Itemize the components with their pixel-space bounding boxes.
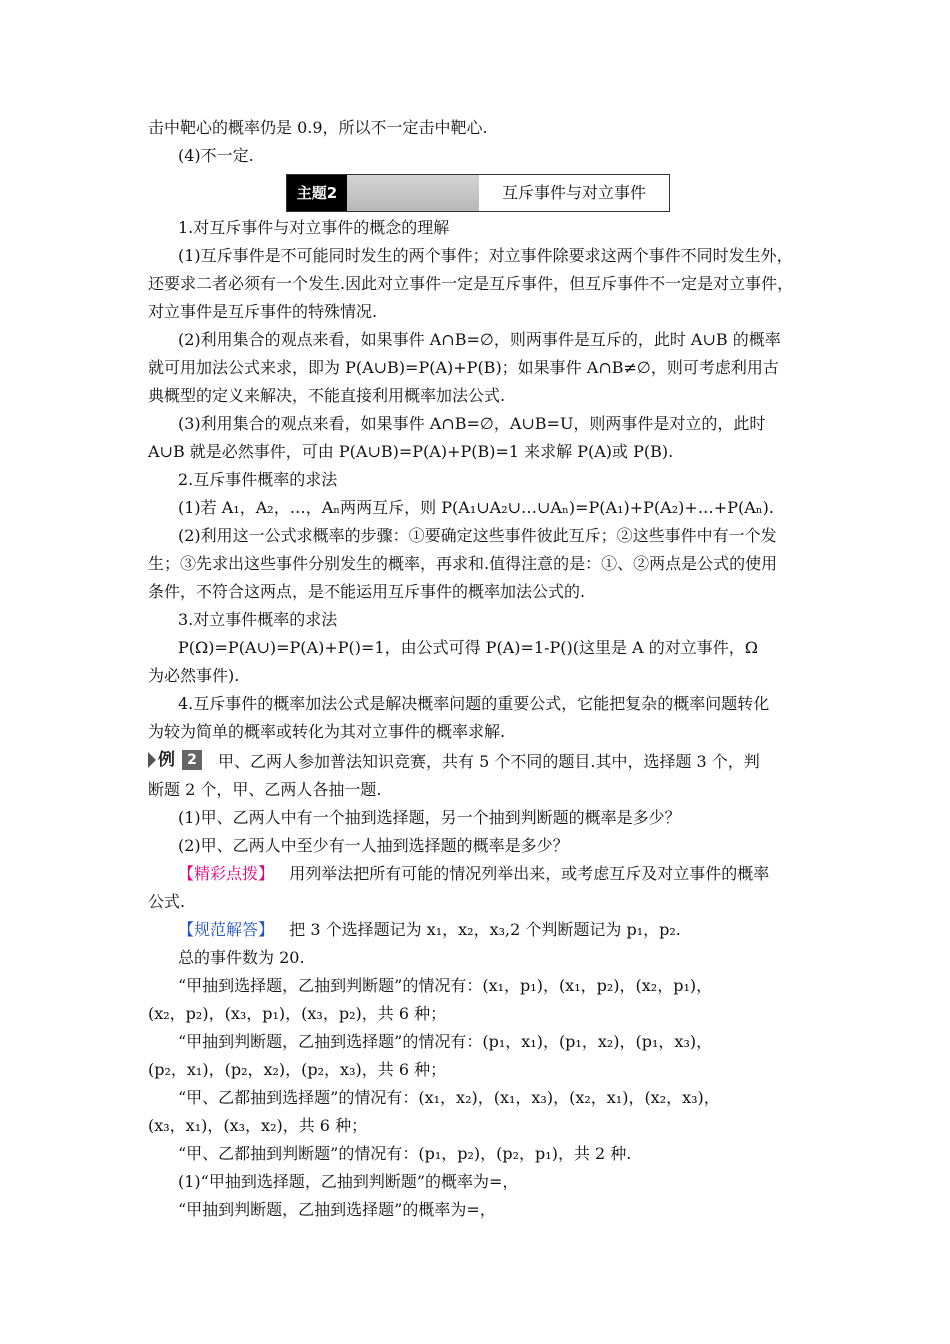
text-line: “甲、乙都抽到判断题”的情况有：(p₁，p₂)，(p₂，p₁)，共 2 种. xyxy=(178,1144,632,1163)
section-heading: 3.对立事件概率的求法 xyxy=(178,610,338,629)
text-line: (x₂，p₂)，(x₃，p₁)，(x₃，p₂)，共 6 种； xyxy=(148,1004,447,1023)
text-line: (1)“甲抽到选择题，乙抽到判断题”的概率为=， xyxy=(178,1172,519,1191)
text-line: 击中靶心的概率仍是 0.9，所以不一定击中靶心. xyxy=(148,118,488,137)
text-line: 为较为简单的概率或转化为其对立事件的概率求解. xyxy=(148,722,506,741)
text-line: (2)利用这一公式求概率的步骤：①要确定这些事件彼此互斥；②这些事件中有一个发 xyxy=(178,526,777,545)
hint-text: 用列举法把所有可能的情况列举出来，或考虑互斥及对立事件的概率 xyxy=(289,864,770,883)
text-line: 公式. xyxy=(148,892,186,911)
text-line: (1)互斥事件是不可能同时发生的两个事件；对立事件除要求这两个事件不同时发生外， xyxy=(178,246,793,265)
text-line: “甲抽到判断题，乙抽到选择题”的概率为=， xyxy=(178,1200,496,1219)
text-line: “甲抽到选择题，乙抽到判断题”的情况有：(x₁，p₁)，(x₁，p₂)，(x₂，p₁)， xyxy=(178,976,713,995)
text-line: 条件，不符合这两点，是不能运用互斥事件的概率加法公式的. xyxy=(148,582,586,601)
text-line: (2)甲、乙两人中至少有一人抽到选择题的概率是多少？ xyxy=(178,836,569,855)
topic-header-box xyxy=(286,174,670,212)
section-heading: 1.对互斥事件与对立事件的概念的理解 xyxy=(178,218,450,237)
text-line: 断题 2 个，甲、乙两人各抽一题. xyxy=(148,780,382,799)
text-line: (4)不一定. xyxy=(178,146,254,165)
page-content xyxy=(148,114,812,1224)
text-line: 总的事件数为 20. xyxy=(178,948,305,967)
example-line xyxy=(148,748,812,776)
text-line: “甲抽到判断题，乙抽到选择题”的情况有：(p₁，x₁)，(p₁，x₂)，(p₁，x₃)， xyxy=(178,1032,713,1051)
example-tag xyxy=(148,749,210,771)
topic-gradient-bar xyxy=(347,175,479,211)
text-line: (2)利用集合的观点来看，如果事件 A∩B=∅，则两事件是互斥的，此时 A∪B 的概率 xyxy=(178,330,781,349)
text-line: (3)利用集合的观点来看，如果事件 A∩B=∅，A∪B=U，则两事件是对立的，此时 xyxy=(178,414,766,433)
text-line: 为必然事件). xyxy=(148,666,240,685)
text-line: 生；③先求出这些事件分别发生的概率，再求和.值得注意的是：①、②两点是公式的使用 xyxy=(148,554,778,573)
text-line: 还要求二者必须有一个发生.因此对立事件一定是互斥事件，但互斥事件不一定是对立事件， xyxy=(148,274,794,293)
solution-text: 把 3 个选择题记为 x₁，x₂，x₃,2 个判断题记为 p₁，p₂. xyxy=(289,920,681,939)
example-word: 例 xyxy=(158,750,175,770)
triangle-arrow-icon xyxy=(148,752,156,768)
text-line: 典概型的定义来解决，不能直接利用概率加法公式. xyxy=(148,386,506,405)
topic-label: 主题2 xyxy=(287,175,347,211)
example-text: 甲、乙两人参加普法知识竞赛，共有 5 个不同的题目.其中，选择题 3 个，判 xyxy=(218,752,760,771)
text-line: (p₂，x₁)，(p₂，x₂)，(p₂，x₃)，共 6 种； xyxy=(148,1060,447,1079)
text-line: (x₃，x₁)，(x₃，x₂)，共 6 种； xyxy=(148,1116,368,1135)
solution-line xyxy=(148,916,812,944)
text-line: 就可用加法公式来求，即为 P(A∪B)=P(A)+P(B)；如果事件 A∩B≠∅，则可考虑利用古 xyxy=(148,358,779,377)
text-line: P(Ω)=P(A∪)=P(A)+P()=1，由公式可得 P(A)=1-P()(这里是 A 的对立事件，Ω xyxy=(178,638,758,657)
hint-line xyxy=(148,860,812,888)
hint-tag: 【精彩点拨】 xyxy=(178,864,275,883)
text-line: “甲、乙都抽到选择题”的情况有：(x₁，x₂)，(x₁，x₃)，(x₂，x₁)，(x₂，x₃)， xyxy=(178,1088,720,1107)
section-heading: 2.互斥事件概率的求法 xyxy=(178,470,338,489)
text-line: 对立事件是互斥事件的特殊情况. xyxy=(148,302,378,321)
text-line: A∪B 就是必然事件，可由 P(A∪B)=P(A)+P(B)=1 来求解 P(A)或 P(B). xyxy=(148,442,674,461)
text-line: (1)甲、乙两人中有一个抽到选择题，另一个抽到判断题的概率是多少？ xyxy=(178,808,681,827)
text-line: (1)若 A₁，A₂，…，Aₙ两两互斥，则 P(A₁∪A₂∪…∪Aₙ)=P(A₁)+P(A₂)+…+P(Aₙ). xyxy=(178,498,775,517)
solution-tag: 【规范解答】 xyxy=(178,920,275,939)
text-line: 4.互斥事件的概率加法公式是解决概率问题的重要公式，它能把复杂的概率问题转化 xyxy=(178,694,770,713)
example-number: 2 xyxy=(182,750,202,770)
topic-title: 互斥事件与对立事件 xyxy=(502,183,647,202)
